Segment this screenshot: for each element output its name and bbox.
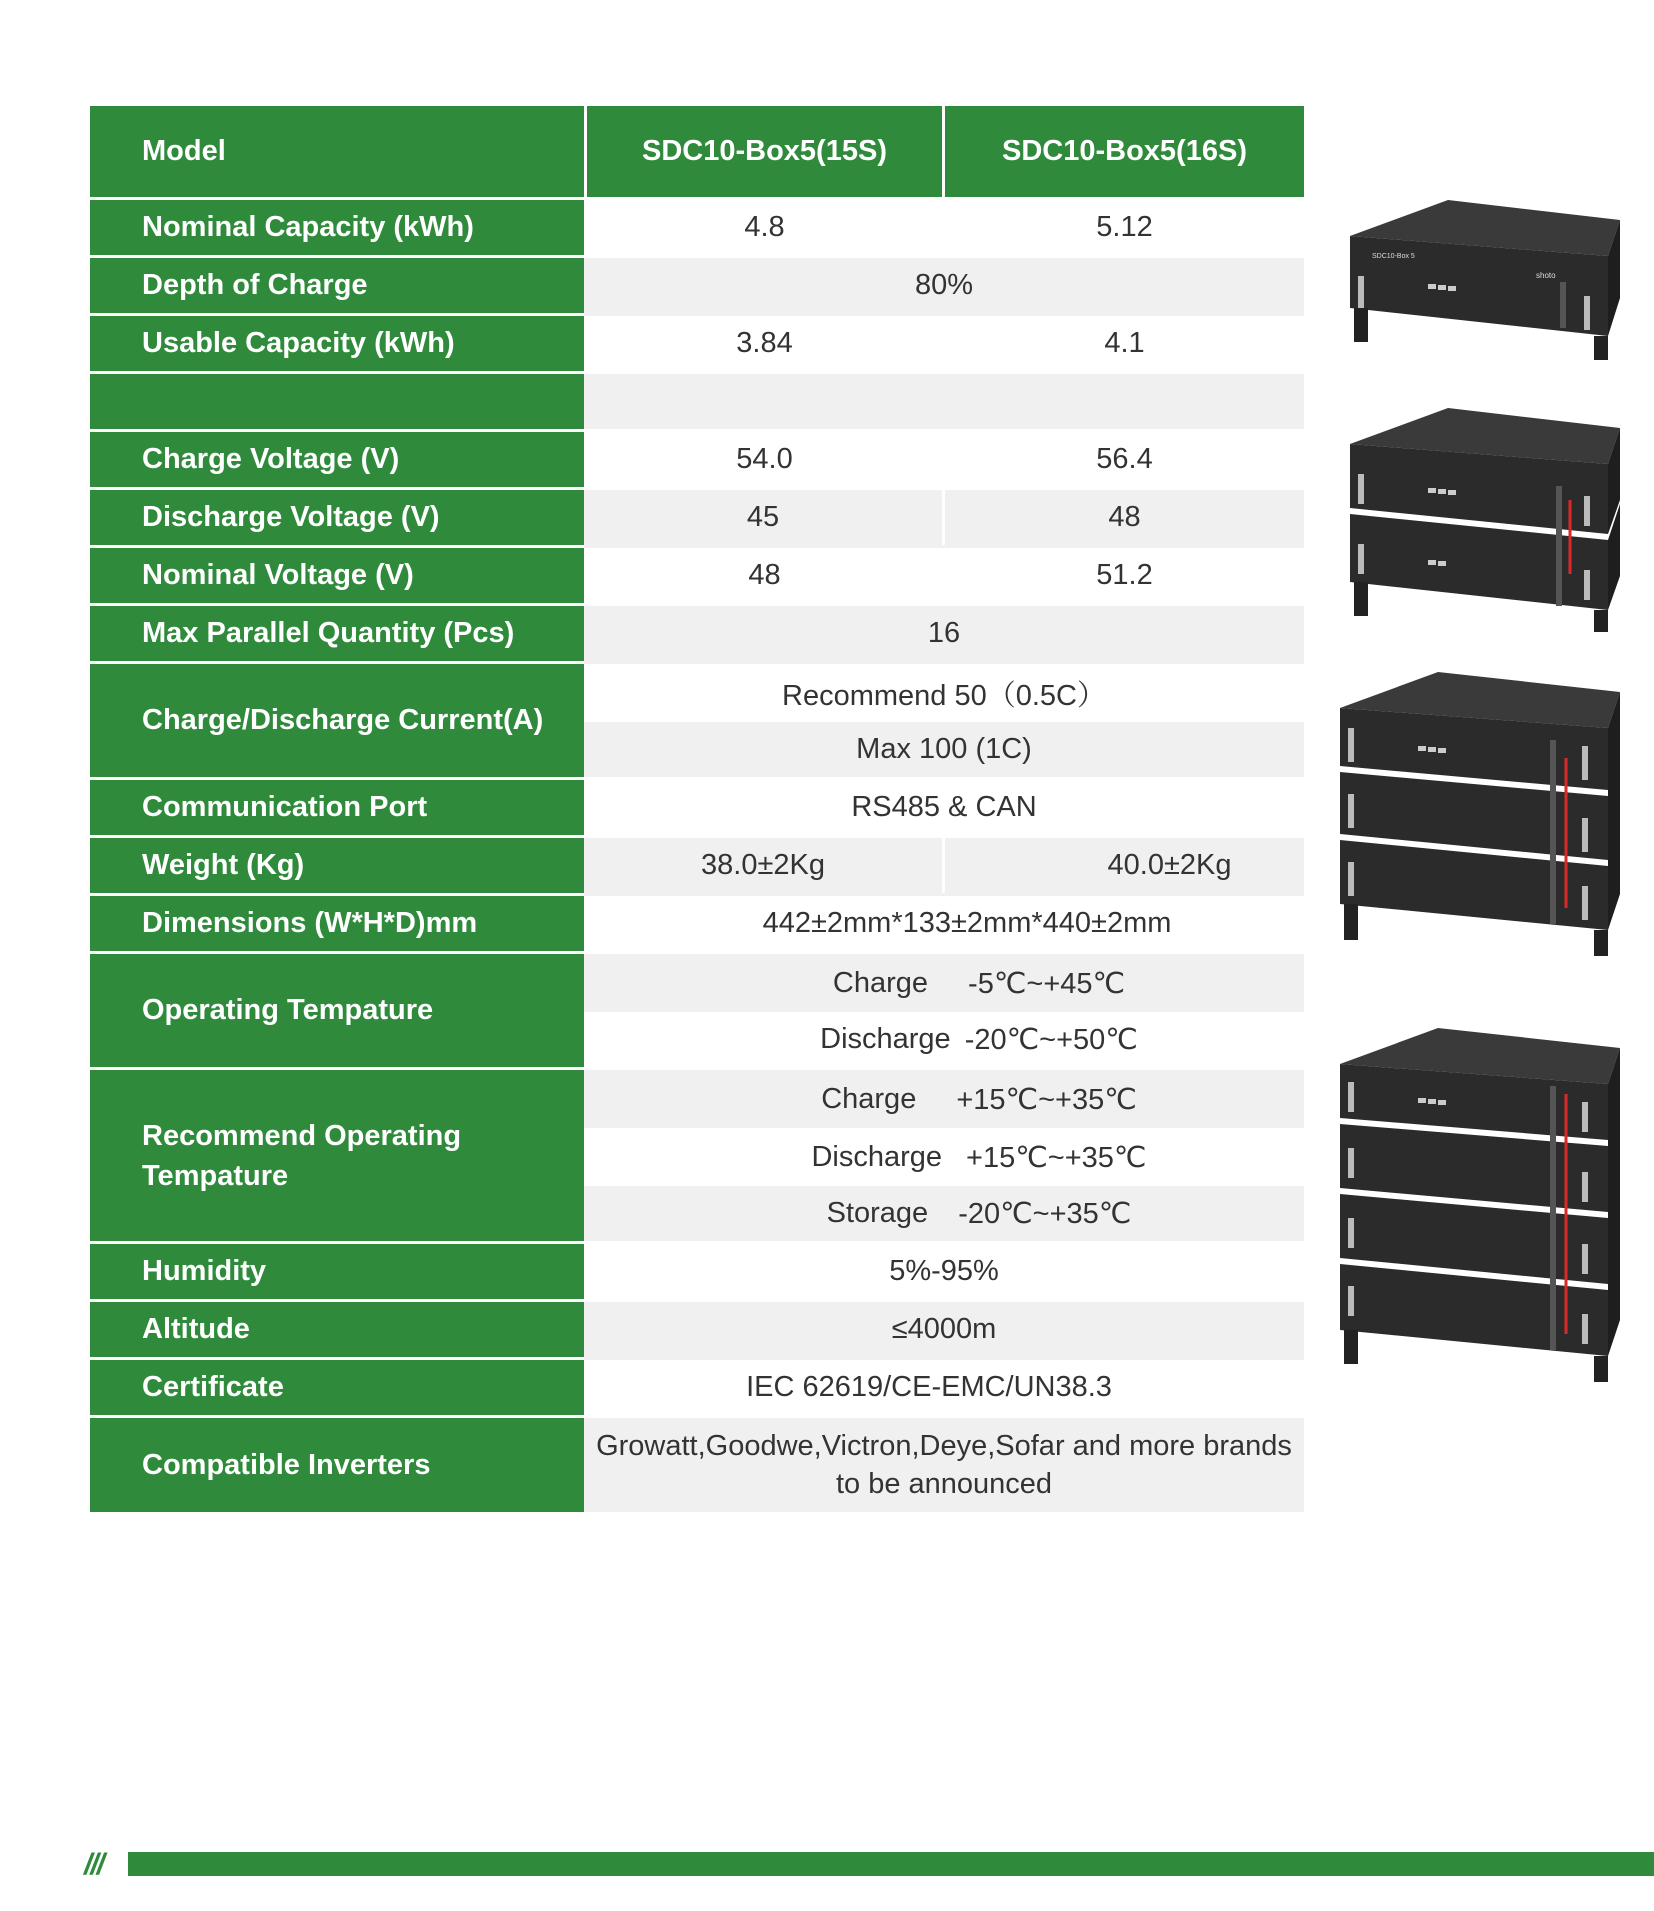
cell-value: 38.0±2Kg — [584, 838, 945, 893]
temp-key: Charge — [821, 1082, 917, 1115]
battery-1-module-image — [1338, 196, 1630, 366]
cell-line: Growatt,Goodwe,Victron,Deye,Sofar and more brands — [596, 1430, 1292, 1462]
temp-key: Discharge — [811, 1140, 943, 1173]
battery-4-module-image — [1328, 1024, 1634, 1396]
cell-value: ≤4000m — [891, 1313, 997, 1345]
module-label: SDC10-Box 5 — [1372, 253, 1415, 260]
row-label: Operating Tempature — [90, 954, 584, 1070]
row-label: Humidity — [90, 1244, 584, 1302]
table-row — [90, 490, 1304, 548]
table-row — [90, 1244, 1304, 1302]
row-label: Dimensions (W*H*D)mm — [90, 896, 584, 954]
row-label: Usable Capacity (kWh) — [90, 316, 584, 374]
cell-value: Recommend 50（0.5C） — [584, 664, 1304, 722]
footer-slashes: /// — [84, 1848, 104, 1881]
row-label: Altitude — [90, 1302, 584, 1360]
cell-value: 5.12 — [1096, 211, 1153, 243]
table-row — [90, 606, 1304, 664]
table-row — [90, 200, 1304, 258]
cell-value: 442±2mm*133±2mm*440±2mm — [762, 907, 1172, 939]
temp-key: Charge — [832, 966, 929, 999]
row-label: Max Parallel Quantity (Pcs) — [90, 606, 584, 664]
brand-label: shoto — [1536, 271, 1556, 280]
temp-key: Discharge — [820, 1023, 951, 1055]
row-label-line2: Tempature — [142, 1159, 289, 1192]
temp-key: Storage — [826, 1197, 929, 1229]
table-row — [90, 1070, 1304, 1244]
table-row — [90, 780, 1304, 838]
cell-value — [584, 1128, 1304, 1186]
cell-value: 4.8 — [744, 211, 785, 243]
table-row — [90, 548, 1304, 606]
row-label: Charge/Discharge Current(A) — [90, 664, 584, 780]
cell-value: RS485 & CAN — [851, 791, 1037, 823]
row-label: Compatible Inverters — [90, 1418, 584, 1512]
cell-line: to be announced — [835, 1468, 1053, 1500]
temp-value: +15℃~+35℃ — [956, 1083, 1137, 1116]
row-label: Certificate — [90, 1360, 584, 1418]
table-row — [90, 1302, 1304, 1360]
cell-value: 80% — [914, 269, 974, 301]
cell-value: 54.0 — [736, 443, 793, 475]
row-label: Communication Port — [90, 780, 584, 838]
cell-value: 3.84 — [736, 327, 793, 359]
row-label-line1: Recommend Operating — [142, 1119, 462, 1152]
cell-value: Max 100 (1C) — [584, 722, 1304, 777]
cell-value: IEC 62619/CE-EMC/UN38.3 — [746, 1371, 1112, 1403]
table-header-row — [90, 106, 1304, 200]
cell-value: 45 — [584, 490, 945, 545]
cell-value — [584, 1186, 1304, 1241]
row-label: Nominal Voltage (V) — [90, 548, 584, 606]
cell-value: 48 — [748, 559, 781, 591]
model-col2: SDC10-Box5(16S) — [945, 106, 1304, 197]
row-label: Depth of Charge — [90, 258, 584, 316]
row-label-empty — [90, 374, 584, 432]
cell-value — [584, 954, 1304, 1012]
cell-value: 48 — [1108, 501, 1141, 533]
table-row — [90, 1360, 1304, 1418]
table-row — [90, 896, 1304, 954]
footer-bar — [128, 1852, 1654, 1876]
table-row — [90, 316, 1304, 374]
temp-value: -20℃~+50℃ — [964, 1024, 1138, 1056]
cell-value: 51.2 — [1096, 559, 1153, 591]
row-label — [90, 1070, 584, 1244]
cell-value — [584, 1418, 1304, 1512]
cell-value: 5%-95% — [889, 1255, 999, 1287]
table-row — [90, 954, 1304, 1070]
row-label: Charge Voltage (V) — [90, 432, 584, 490]
temp-value: +15℃~+35℃ — [966, 1141, 1147, 1174]
table-row — [90, 838, 1304, 896]
row-label: Discharge Voltage (V) — [90, 490, 584, 548]
cell-value: 40.0±2Kg — [1107, 849, 1232, 881]
cell-value: 4.1 — [1104, 327, 1145, 359]
model-col1: SDC10-Box5(15S) — [584, 106, 945, 197]
model-label: Model — [90, 106, 584, 200]
table-row-empty — [90, 374, 1304, 432]
temp-value: -20℃~+35℃ — [958, 1198, 1132, 1230]
battery-3-module-image — [1328, 668, 1634, 988]
battery-2-module-image — [1338, 404, 1630, 636]
table-row — [90, 664, 1304, 780]
cell-value: 16 — [927, 617, 961, 649]
row-label: Nominal Capacity (kWh) — [90, 200, 584, 258]
cell-value: 56.4 — [1096, 443, 1153, 475]
table-row — [90, 1418, 1304, 1512]
table-row — [90, 432, 1304, 490]
table-row — [90, 258, 1304, 316]
temp-value: -5℃~+45℃ — [968, 967, 1126, 1000]
cell-value — [584, 1070, 1304, 1128]
cell-value — [584, 1012, 1304, 1067]
row-label: Weight (Kg) — [90, 838, 584, 896]
